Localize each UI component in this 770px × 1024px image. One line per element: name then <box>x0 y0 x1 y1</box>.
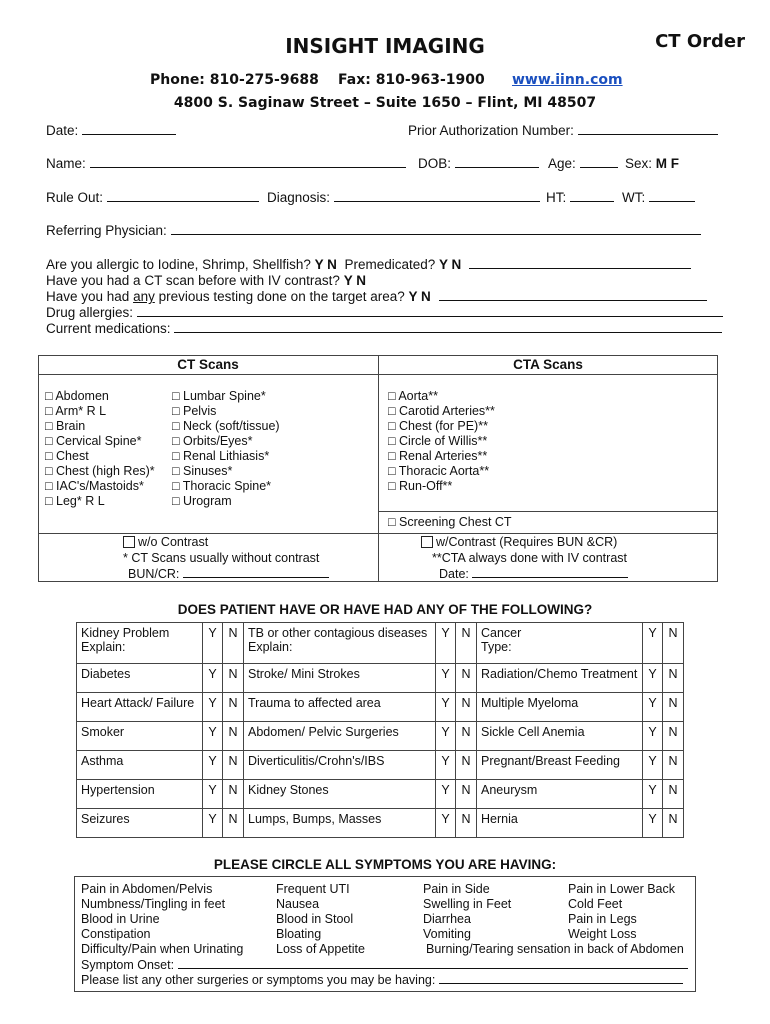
no-option[interactable]: N <box>456 722 477 751</box>
diagnosis-field[interactable] <box>267 190 540 205</box>
w-contrast-checkbox[interactable] <box>421 536 433 548</box>
diagnosis-label: Diagnosis: <box>267 190 331 205</box>
yes-option[interactable]: Y <box>643 623 663 664</box>
form-type: CT Order <box>655 31 745 52</box>
allergy-yn[interactable]: Y N <box>314 257 337 272</box>
age-label: Age: <box>548 156 576 171</box>
symptom-onset-field[interactable] <box>81 957 688 972</box>
w-contrast-label: w/Contrast (Requires BUN &CR) <box>436 535 618 549</box>
name-label: Name: <box>46 156 86 171</box>
referring-label: Referring Physician: <box>46 223 167 238</box>
yes-option[interactable]: Y <box>643 693 663 722</box>
ct-option[interactable]: □ Cervical Spine* <box>45 434 142 448</box>
yes-option[interactable]: Y <box>203 664 223 693</box>
yes-option[interactable]: Y <box>203 751 223 780</box>
address: 4800 S. Saginaw Street – Suite 1650 – Flint, MI 48507 <box>173 95 597 111</box>
referring-physician-field[interactable] <box>46 223 701 238</box>
no-option[interactable]: N <box>456 809 477 838</box>
wo-contrast-note: * CT Scans usually without contrast <box>123 551 320 565</box>
no-option[interactable]: N <box>663 780 684 809</box>
symptom-item[interactable]: Swelling in Feet <box>423 897 512 911</box>
yes-option[interactable]: Y <box>436 751 456 780</box>
ct-option[interactable]: □ Abdomen <box>45 389 109 403</box>
no-option[interactable]: N <box>456 780 477 809</box>
condition-label: Pregnant/Breast Feeding <box>477 751 643 780</box>
prev-testing-yn[interactable]: Y N <box>408 289 431 304</box>
cta-option[interactable]: □ Renal Arteries** <box>388 449 488 463</box>
cta-scans-list <box>388 389 495 494</box>
website-link[interactable]: www.iinn.com <box>512 72 623 88</box>
no-option[interactable]: N <box>223 693 244 722</box>
condition-label: Lumps, Bumps, Masses <box>244 809 436 838</box>
ct-before-label: Have you had a CT scan before with IV contrast? <box>46 273 340 288</box>
wo-contrast-option[interactable] <box>123 535 208 550</box>
yes-option[interactable]: Y <box>203 780 223 809</box>
symptoms-col-3 <box>423 882 511 942</box>
yes-option[interactable]: Y <box>643 751 663 780</box>
cta-option[interactable]: □ Circle of Willis** <box>388 434 488 448</box>
yes-option[interactable]: Y <box>203 809 223 838</box>
height-field[interactable] <box>546 190 614 205</box>
symptom-item[interactable]: Burning/Tearing sensation in back of Abdomen <box>426 942 684 956</box>
symptom-item[interactable]: Blood in Stool <box>276 912 354 926</box>
prev-testing-question <box>46 289 707 304</box>
ct-option[interactable]: □ Arm* R L <box>45 404 107 418</box>
current-medications-field[interactable] <box>46 321 722 336</box>
prev-testing-label-b: previous testing done on the target area? <box>154 289 405 304</box>
prev-testing-any: any <box>133 289 155 304</box>
symptom-item[interactable]: Bloating <box>276 927 322 941</box>
symptom-item[interactable]: Nausea <box>276 897 320 911</box>
symptom-item[interactable]: Weight Loss <box>568 927 637 941</box>
condition-sublabel: Explain: <box>248 640 293 654</box>
condition-label: Sickle Cell Anemia <box>477 722 643 751</box>
ct-option[interactable]: □ IAC's/Mastoids* <box>45 479 144 493</box>
ct-scans-list-1 <box>45 389 155 509</box>
no-option[interactable]: N <box>663 751 684 780</box>
conditions-table <box>76 622 684 838</box>
no-option[interactable]: N <box>456 693 477 722</box>
condition-label: Smoker <box>77 722 203 751</box>
ct-option[interactable]: □ Pelvis <box>172 404 217 418</box>
yes-option[interactable]: Y <box>436 623 456 664</box>
bun-cr-field[interactable] <box>128 566 329 582</box>
yes-option[interactable]: Y <box>436 693 456 722</box>
yes-option[interactable]: Y <box>643 780 663 809</box>
no-option[interactable]: N <box>223 664 244 693</box>
symptom-item[interactable]: Blood in Urine <box>81 912 160 926</box>
condition-label: Cancer <box>481 626 522 640</box>
no-option[interactable]: N <box>663 623 684 664</box>
symptom-item[interactable]: Diarrhea <box>423 912 471 926</box>
ct-option[interactable]: □ Brain <box>45 419 86 433</box>
cta-option[interactable]: □ Run-Off** <box>388 479 453 493</box>
no-option[interactable]: N <box>456 751 477 780</box>
ct-scans-list-2 <box>172 389 280 509</box>
condition-label: Kidney Problem <box>81 626 170 640</box>
ct-option[interactable]: □ Urogram <box>172 494 232 508</box>
ct-option[interactable]: □ Neck (soft/tissue) <box>172 419 280 433</box>
sex-label: Sex: <box>625 156 653 171</box>
symptom-item[interactable]: Numbness/Tingling in feet <box>81 897 226 911</box>
no-option[interactable]: N <box>663 664 684 693</box>
prev-testing-label-a: Have you had <box>46 289 134 304</box>
symptom-onset-label: Symptom Onset: <box>81 958 175 972</box>
condition-label: Seizures <box>77 809 203 838</box>
yes-option[interactable]: Y <box>643 664 663 693</box>
drug-allergies-field[interactable] <box>46 305 723 320</box>
condition-label: Radiation/Chemo Treatment <box>477 664 643 693</box>
no-option[interactable]: N <box>663 809 684 838</box>
condition-label: Stroke/ Mini Strokes <box>244 664 436 693</box>
condition-label: Hernia <box>477 809 643 838</box>
height-label: HT: <box>546 190 567 205</box>
other-symptoms-label: Please list any other surgeries or symptoms you may be having: <box>81 973 436 987</box>
premedicated-label: Premedicated? <box>344 257 436 272</box>
yes-option[interactable]: Y <box>436 809 456 838</box>
ct-scans-title: CT Scans <box>177 357 239 372</box>
table-row <box>77 780 684 809</box>
symptoms-col-2 <box>276 882 365 957</box>
allergy-label: Are you allergic to Iodine, Shrimp, Shellfish? <box>46 257 311 272</box>
weight-field[interactable] <box>622 190 695 205</box>
symptom-item[interactable]: Loss of Appetite <box>276 942 365 956</box>
cta-option[interactable]: □ Chest (for PE)** <box>388 419 488 433</box>
ct-option[interactable]: □ Chest (high Res)* <box>45 464 155 478</box>
symptoms-col-4 <box>568 882 675 942</box>
cta-option[interactable]: □ Aorta** <box>388 389 438 403</box>
date-field[interactable] <box>46 123 176 138</box>
condition-label: TB or other contagious diseases <box>248 626 428 640</box>
no-option[interactable]: N <box>223 722 244 751</box>
dob-field[interactable] <box>418 156 539 171</box>
symptom-item[interactable]: Cold Feet <box>568 897 623 911</box>
ct-before-question <box>46 273 366 288</box>
ct-option[interactable]: □ Orbits/Eyes* <box>172 434 253 448</box>
condition-label: Multiple Myeloma <box>477 693 643 722</box>
condition-label: Abdomen/ Pelvic Surgeries <box>244 722 436 751</box>
symptom-item[interactable]: Frequent UTI <box>276 882 350 896</box>
no-option[interactable]: N <box>223 780 244 809</box>
conditions-title: DOES PATIENT HAVE OR HAVE HAD ANY OF THE FOLLOWING? <box>177 602 593 617</box>
condition-label: Kidney Stones <box>244 780 436 809</box>
screening-chest-ct[interactable]: □ Screening Chest CT <box>388 515 512 529</box>
symptoms-col-1 <box>81 882 243 957</box>
w-contrast-option[interactable] <box>421 535 617 550</box>
dob-label: DOB: <box>418 156 452 171</box>
cta-scans-title: CTA Scans <box>513 357 583 372</box>
other-symptoms-field[interactable] <box>81 972 683 987</box>
condition-label: Aneurysm <box>477 780 643 809</box>
table-row <box>77 623 684 664</box>
rule-out-field[interactable] <box>46 190 259 205</box>
allergy-question <box>46 257 691 272</box>
w-contrast-note: **CTA always done with IV contrast <box>432 551 627 565</box>
contrast-date-field[interactable] <box>439 566 628 582</box>
fax: Fax: 810-963-1900 <box>338 72 485 88</box>
ct-option[interactable]: □ Thoracic Spine* <box>172 479 272 493</box>
weight-label: WT: <box>622 190 646 205</box>
yes-option[interactable]: Y <box>643 722 663 751</box>
yes-option[interactable]: Y <box>203 693 223 722</box>
condition-sublabel: Type: <box>481 640 512 654</box>
drug-allergies-label: Drug allergies: <box>46 305 134 320</box>
sex-options[interactable]: M F <box>655 156 680 171</box>
ct-option[interactable]: □ Chest <box>45 449 89 463</box>
symptom-item[interactable]: Pain in Lower Back <box>568 882 676 896</box>
ct-option[interactable]: □ Renal Lithiasis* <box>172 449 270 463</box>
symptom-item[interactable]: Vomiting <box>423 927 471 941</box>
symptom-item[interactable]: Pain in Side <box>423 882 490 896</box>
no-option[interactable]: N <box>663 722 684 751</box>
sex-field[interactable] <box>625 156 679 171</box>
condition-label: Diabetes <box>77 664 203 693</box>
yes-option[interactable]: Y <box>436 664 456 693</box>
prior-auth-field[interactable] <box>408 123 718 138</box>
no-option[interactable]: N <box>663 693 684 722</box>
age-field[interactable] <box>548 156 618 171</box>
condition-label: Hypertension <box>77 780 203 809</box>
condition-sublabel: Explain: <box>81 640 126 654</box>
table-row <box>77 664 684 693</box>
bun-cr-label: BUN/CR: <box>128 567 180 581</box>
phone: Phone: 810-275-9688 <box>150 72 319 88</box>
no-option[interactable]: N <box>223 809 244 838</box>
ct-option[interactable]: □ Sinuses* <box>172 464 233 478</box>
current-meds-label: Current medications: <box>46 321 171 336</box>
yes-option[interactable]: Y <box>203 623 223 664</box>
premedicated-yn[interactable]: Y N <box>439 257 462 272</box>
no-option[interactable]: N <box>456 664 477 693</box>
symptom-item[interactable]: Pain in Legs <box>568 912 637 926</box>
symptoms-title: PLEASE CIRCLE ALL SYMPTOMS YOU ARE HAVING: <box>213 857 557 872</box>
wo-contrast-label: w/o Contrast <box>138 535 209 549</box>
symptom-item[interactable]: Pain in Abdomen/Pelvis <box>81 882 213 896</box>
condition-label: Diverticulitis/Crohn's/IBS <box>244 751 436 780</box>
date-label: Date: <box>46 123 79 138</box>
yes-option[interactable]: Y <box>436 780 456 809</box>
symptom-item[interactable]: Difficulty/Pain when Urinating <box>81 942 244 956</box>
contrast-date-label: Date: <box>439 567 469 581</box>
ct-before-yn[interactable]: Y N <box>343 273 366 288</box>
yes-option[interactable]: Y <box>436 722 456 751</box>
cta-option[interactable]: □ Thoracic Aorta** <box>388 464 490 478</box>
table-row <box>77 722 684 751</box>
no-option[interactable]: N <box>223 751 244 780</box>
page-title: INSIGHT IMAGING <box>285 34 485 58</box>
wo-contrast-checkbox[interactable] <box>123 536 135 548</box>
no-option[interactable]: N <box>456 623 477 664</box>
no-option[interactable]: N <box>223 623 244 664</box>
table-row <box>77 751 684 780</box>
table-row <box>77 809 684 838</box>
cta-option[interactable]: □ Carotid Arteries** <box>388 404 495 418</box>
yes-option[interactable]: Y <box>203 722 223 751</box>
ct-option[interactable]: □ Lumbar Spine* <box>172 389 266 403</box>
condition-label: Heart Attack/ Failure <box>77 693 203 722</box>
condition-label: Trauma to affected area <box>244 693 436 722</box>
symptom-item[interactable]: Constipation <box>81 927 151 941</box>
rule-out-label: Rule Out: <box>46 190 104 205</box>
name-field[interactable] <box>46 156 406 171</box>
table-row <box>77 693 684 722</box>
prior-auth-label: Prior Authorization Number: <box>408 123 574 138</box>
yes-option[interactable]: Y <box>643 809 663 838</box>
ct-option[interactable]: □ Leg* R L <box>45 494 105 508</box>
condition-label: Asthma <box>77 751 203 780</box>
